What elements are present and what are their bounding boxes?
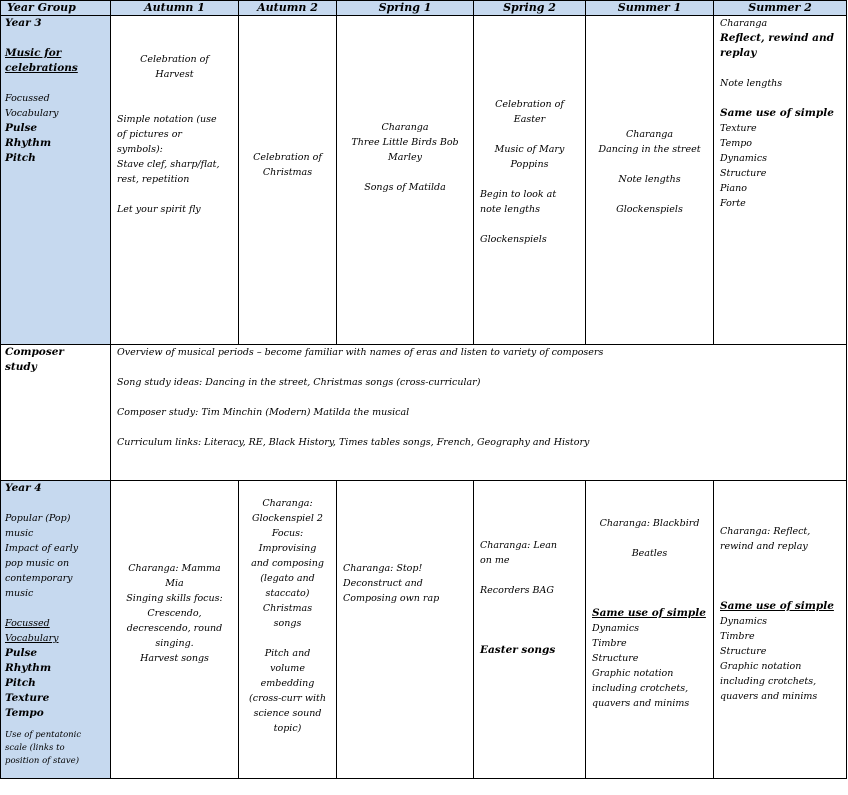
cell-line: music: [5, 588, 34, 599]
header-row: [1, 1, 847, 16]
year3-summer2: [714, 16, 847, 345]
year4-side-cell: [1, 481, 111, 779]
year3-term: Rhythm: [5, 137, 52, 149]
header-autumn-2: Autumn 2: [239, 1, 337, 16]
cell-line: Singing skills focus:: [126, 593, 223, 604]
cell-line: quavers and minims: [592, 698, 690, 709]
cell-line: Glockenspiels: [480, 234, 547, 245]
cell-line: Tempo: [720, 138, 753, 149]
cell-line: Charanga: Stop!: [343, 563, 423, 574]
cell-line: Deconstruct and: [343, 578, 423, 589]
cell-line: quavers and minims: [720, 691, 818, 702]
year4-summer1: [586, 481, 714, 779]
cell-line: Charanga: Reflect,: [720, 526, 811, 537]
cell-line: Charanga: Blackbird: [599, 518, 700, 529]
year3-summer1: [586, 16, 714, 345]
cell-line: Three Little Birds Bob: [351, 137, 459, 148]
cell-line: Use of pentatonic: [5, 730, 82, 740]
year3-label: Year 3: [5, 17, 42, 29]
year3-topic: Music for celebrations: [5, 47, 78, 74]
cell-line: music: [5, 528, 34, 539]
cell-line: Glockenspiels: [616, 204, 683, 215]
cell-line: Stave clef, sharp/flat,: [117, 159, 220, 170]
cell-line: Charanga: Lean: [480, 540, 558, 551]
composer-line: Composer study: Tim Minchin (Modern) Matilda the musical: [117, 407, 410, 418]
composer-label: study: [5, 361, 37, 373]
cell-line: (cross-curr with: [249, 693, 326, 704]
cell-line: Structure: [720, 168, 767, 179]
cell-line: Charanga: [720, 18, 768, 29]
cell-line: of pictures or: [117, 129, 182, 140]
cell-line: Let your spirit fly: [117, 204, 201, 215]
cell-line: Focus:: [271, 528, 304, 539]
cell-line: (legato and: [260, 573, 315, 584]
cell-line: including crotchets,: [720, 676, 817, 687]
composer-line: Curriculum links: Literacy, RE, Black History, Times tables songs, French, Geography and History: [117, 437, 590, 448]
cell-line: staccato): [265, 588, 310, 599]
year3-autumn2: [239, 16, 337, 345]
year4-term: Tempo: [5, 707, 44, 719]
cell-line: Beatles: [631, 548, 668, 559]
composer-line: Song study ideas: Dancing in the street, Christmas songs (cross-curricular): [117, 377, 481, 388]
year3-term: Pulse: [5, 122, 38, 134]
cell-line: Graphic notation: [720, 661, 802, 672]
year4-vocab-label: Focussed: [5, 618, 50, 629]
header-spring-2: Spring 2: [474, 1, 586, 16]
cell-line: Impact of early: [5, 543, 79, 554]
cell-line: Structure: [720, 646, 767, 657]
year3-autumn1: [111, 16, 239, 345]
cell-line: Dynamics: [720, 616, 768, 627]
cell-line: Charanga: [625, 129, 674, 140]
header-summer-2: Summer 2: [714, 1, 847, 16]
cell-line: pop music on: [5, 558, 70, 569]
cell-line: Christmas: [262, 167, 313, 178]
cell-line: Improvising: [258, 543, 317, 554]
cell-line: Graphic notation: [592, 668, 674, 679]
cell-line: note lengths: [480, 204, 540, 215]
cell-line: Timbre: [720, 631, 755, 642]
cell-line: Popular (Pop): [5, 513, 71, 524]
year3-term: Pitch: [5, 152, 36, 164]
cell-line: Same use of simple: [720, 107, 834, 119]
cell-line: Charanga: [381, 122, 429, 133]
composer-line: Overview of musical periods – become familiar with names of eras and listen to variety of composers: [117, 347, 604, 358]
cell-line: position of stave): [5, 756, 80, 766]
cell-line: songs: [273, 618, 302, 629]
cell-line: Easter: [513, 114, 546, 125]
cell-line: rewind and replay: [720, 541, 808, 552]
year4-term: Pitch: [5, 677, 36, 689]
cell-line: Dynamics: [592, 623, 640, 634]
cell-line: Crescendo,: [147, 608, 202, 619]
year4-row: [1, 481, 847, 779]
cell-line: singing.: [155, 638, 194, 649]
cell-line: Texture: [720, 123, 757, 134]
cell-line: scale (links to: [5, 743, 65, 753]
cell-line: Mia: [165, 578, 184, 589]
header-autumn-1: Autumn 1: [111, 1, 239, 16]
cell-line: Recorders BAG: [480, 585, 554, 596]
year3-row: [1, 16, 847, 345]
composer-row: [1, 345, 847, 481]
cell-line: embedding: [260, 678, 315, 689]
cell-line: Forte: [720, 198, 746, 209]
cell-line: Piano: [720, 183, 747, 194]
cell-line: symbols):: [117, 144, 163, 155]
cell-line: Begin to look at: [480, 189, 557, 200]
cell-line: Timbre: [592, 638, 627, 649]
cell-line: topic): [273, 723, 302, 734]
year4-autumn1: [111, 481, 239, 779]
cell-line: on me: [480, 555, 510, 566]
year4-summer2: [714, 481, 847, 779]
header-spring-1: Spring 1: [337, 1, 474, 16]
cell-line: Celebration of: [253, 152, 322, 163]
composer-side-cell: [1, 345, 111, 481]
cell-line: Pitch and: [264, 648, 311, 659]
cell-line: Note lengths: [618, 174, 681, 185]
header-summer-1: Summer 1: [586, 1, 714, 16]
composer-label: Composer: [5, 346, 64, 358]
cell-line: Composing own rap: [343, 593, 440, 604]
year4-autumn2: [239, 481, 337, 779]
year4-vocab-label: Vocabulary: [5, 633, 59, 644]
cell-line: Marley: [388, 152, 422, 163]
year3-vocab-label: Vocabulary: [5, 108, 59, 119]
cell-line: Celebration of: [140, 54, 209, 65]
header-year-group: Year Group: [1, 1, 111, 16]
year3-spring2: [474, 16, 586, 345]
cell-line: contemporary: [5, 573, 73, 584]
cell-line: Charanga: Mamma: [128, 563, 221, 574]
cell-line: Easter songs: [480, 644, 556, 656]
year3-vocab-label: Focussed: [5, 93, 50, 104]
year4-spring2: [474, 481, 586, 779]
cell-line: Structure: [592, 653, 639, 664]
year4-term: Rhythm: [5, 662, 52, 674]
cell-line: Music of Mary: [494, 144, 565, 155]
cell-line: Christmas: [262, 603, 313, 614]
cell-line: decrescendo, round: [126, 623, 223, 634]
cell-line: Harvest: [155, 69, 194, 80]
cell-line: Poppins: [510, 159, 549, 170]
year4-term: Texture: [5, 692, 50, 704]
year3-side-cell: [1, 16, 111, 345]
cell-line: science sound: [253, 708, 322, 719]
cell-line: Simple notation (use: [117, 114, 217, 125]
cell-line: Reflect, rewind and: [720, 32, 834, 44]
year4-spring1: [337, 481, 474, 779]
cell-line: Note lengths: [720, 78, 783, 89]
cell-line: rest, repetition: [117, 174, 190, 185]
cell-line: Charanga:: [262, 498, 313, 509]
year4-label: Year 4: [5, 482, 42, 494]
cell-line: Same use of simple: [592, 607, 706, 619]
cell-line: Harvest songs: [140, 653, 209, 664]
cell-line: replay: [720, 47, 757, 59]
cell-line: Glockenspiel 2: [252, 513, 323, 524]
cell-line: Dancing in the street: [598, 144, 701, 155]
cell-line: volume: [270, 663, 305, 674]
cell-line: Dynamics: [720, 153, 768, 164]
cell-line: Same use of simple: [720, 600, 834, 612]
cell-line: Songs of Matilda: [364, 182, 446, 193]
year4-term: Pulse: [5, 647, 38, 659]
year3-spring1: [337, 16, 474, 345]
cell-line: and composing: [251, 558, 324, 569]
cell-line: Celebration of: [495, 99, 564, 110]
cell-line: including crotchets,: [592, 683, 689, 694]
composer-content: [111, 345, 847, 481]
